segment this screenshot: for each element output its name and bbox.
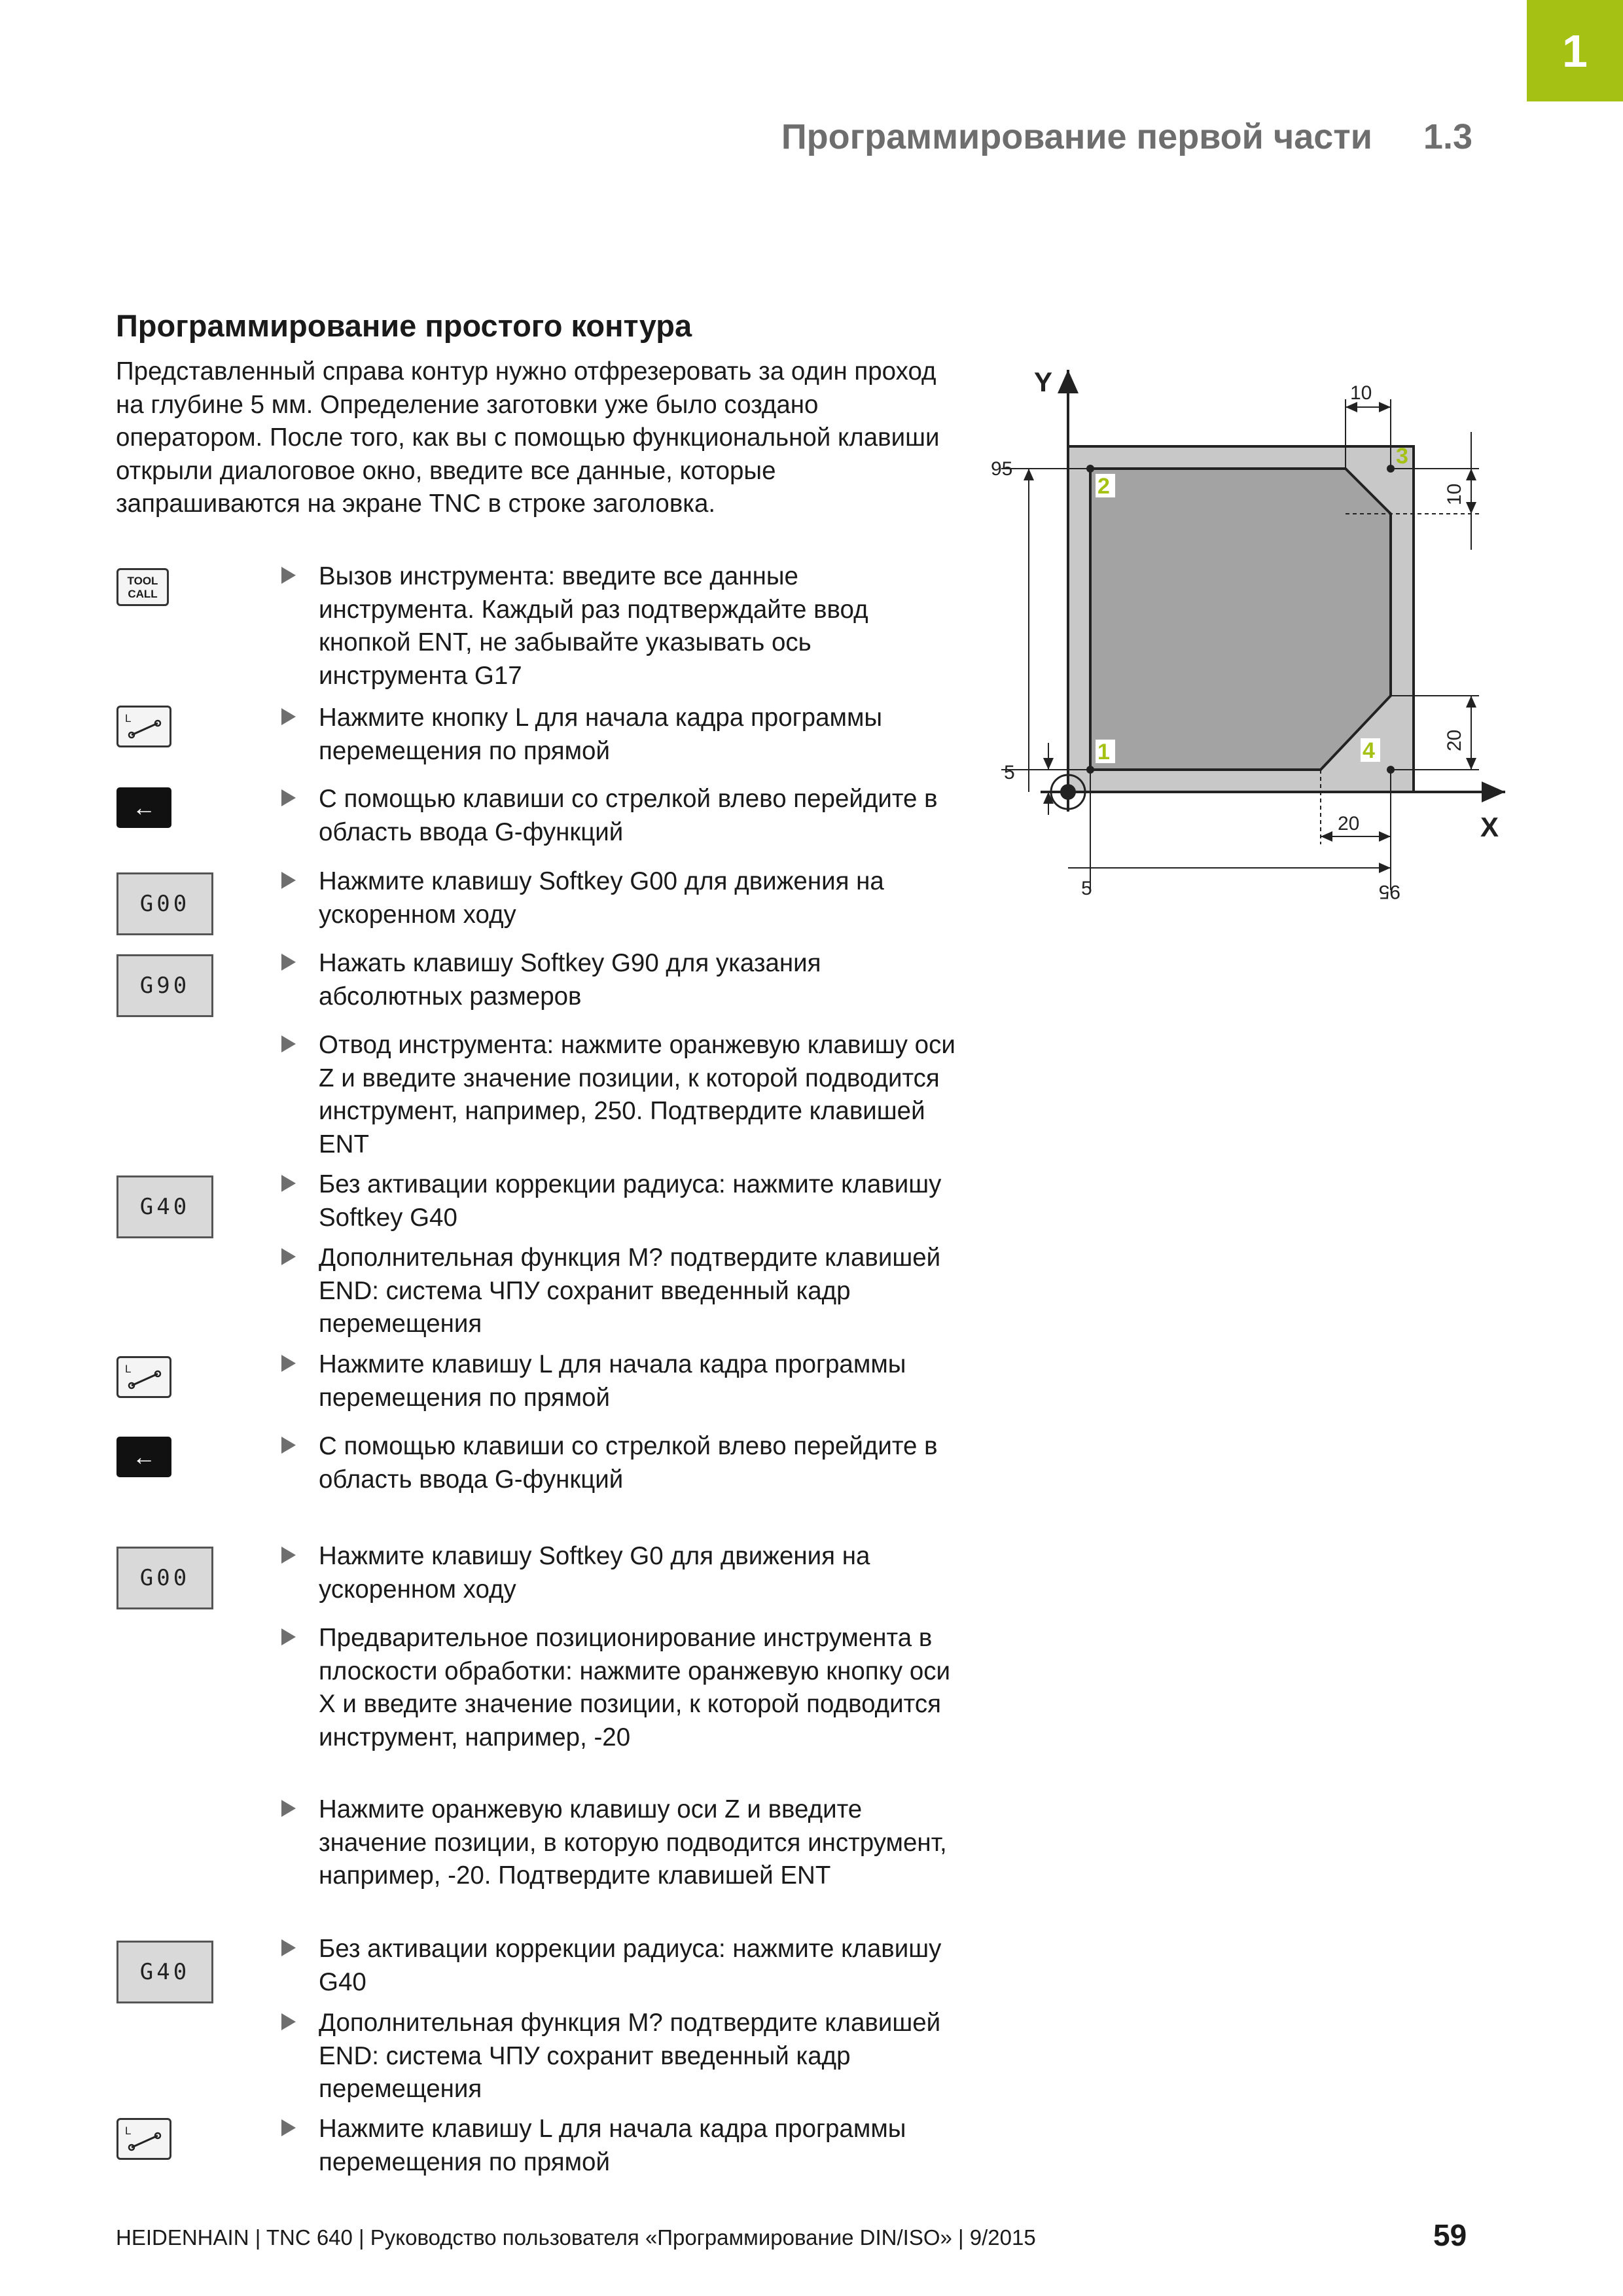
- dim-x-5: 5: [1081, 878, 1092, 899]
- dim-y-5: 5: [1004, 762, 1015, 783]
- bullet-arrow-icon: [281, 1628, 296, 1645]
- softkey-g40: G40: [116, 1175, 213, 1238]
- step-text: Нажмите оранжевую клавишу оси Z и введите значение позиции, в которую подводится инструмент, например, -20. Подтвердите клавишей ENT: [319, 1795, 947, 1890]
- bullet-arrow-icon: [281, 789, 296, 806]
- bullet-arrow-icon: [281, 1035, 296, 1052]
- softkey-g00: G00: [116, 872, 213, 935]
- bullet-arrow-icon: [281, 1437, 296, 1454]
- point-label-1: 1: [1097, 740, 1110, 764]
- bullet-arrow-icon: [281, 1248, 296, 1265]
- l-key-letter: L: [125, 2125, 132, 2137]
- bullet-arrow-icon: [281, 1800, 296, 1817]
- step-text: Нажмите клавишу Softkey G0 для движения на ускоренном ходу: [319, 1542, 870, 1604]
- step-text: Без активации коррекции радиуса: нажмите клавишу G40: [319, 1935, 942, 1996]
- l-line-key: [116, 706, 171, 747]
- running-head-title: Программирование первой части: [781, 117, 1372, 156]
- step-text: Дополнительная функция M? подтвердите клавишей END: система ЧПУ сохранит введенный кадр перемещения: [319, 2009, 941, 2103]
- l-line-key: [116, 2118, 171, 2160]
- softkey-g90: G90: [116, 954, 213, 1017]
- line-path-icon: [118, 708, 169, 745]
- arrow-left-icon: ←: [132, 794, 156, 821]
- point-label-3: 3: [1396, 444, 1408, 469]
- bullet-arrow-icon: [281, 954, 296, 971]
- l-key-letter: L: [125, 712, 132, 725]
- dim-bottom-chamfer-height: 20: [1444, 729, 1465, 751]
- point-label-4: 4: [1363, 738, 1375, 763]
- bullet-arrow-icon: [281, 708, 296, 725]
- point-label-2: 2: [1097, 474, 1110, 499]
- step-text: Нажмите кнопку L для начала кадра программы перемещения по прямой: [319, 704, 883, 765]
- bullet-arrow-icon: [281, 1547, 296, 1564]
- dim-top-chamfer-height: 10: [1444, 483, 1465, 505]
- step-text: Без активации коррекции радиуса: нажмите клавишу Softkey G40: [319, 1170, 942, 1232]
- x-axis-label: X: [1480, 812, 1499, 842]
- bullet-arrow-icon: [281, 1939, 296, 1956]
- dim-bottom-chamfer-width: 20: [1338, 813, 1360, 834]
- bullet-arrow-icon: [281, 872, 296, 889]
- step-text: Нажмите клавишу L для начала кадра программы перемещения по прямой: [319, 1350, 906, 1412]
- bullet-arrow-icon: [281, 2119, 296, 2136]
- step-text: Дополнительная функция M? подтвердите клавишей END: система ЧПУ сохранит введенный кадр перемещения: [319, 1244, 941, 1338]
- arrow-left-icon: ←: [132, 1443, 156, 1470]
- step-text: Предварительное позиционирование инструмента в плоскости обработки: нажмите оранжевую кнопку оси X и введите значение позиции, к которой подводится инструмент, например, -20: [319, 1624, 951, 1751]
- tool-call-key-line1: TOOL: [127, 575, 158, 587]
- l-key-letter: L: [125, 1363, 132, 1375]
- step-text: Отвод инструмента: нажмите оранжевую клавишу оси Z и введите значение позиции, к которой подводится инструмент, например, 250. Подтвердите клавишей ENT: [319, 1031, 955, 1158]
- running-head: [654, 117, 1472, 157]
- bullet-arrow-icon: [281, 1175, 296, 1192]
- dim-x-95: 95: [1378, 881, 1400, 903]
- dim-top-chamfer-width: 10: [1350, 382, 1372, 404]
- dim-y-95: 95: [991, 458, 1013, 480]
- bullet-arrow-icon: [281, 1355, 296, 1372]
- chapter-tab: 1: [1527, 0, 1623, 101]
- tool-call-key-line2: CALL: [128, 588, 158, 600]
- footer-text: HEIDENHAIN | TNC 640 | Руководство пользователя «Программирование DIN/ISO» | 9/2015: [116, 2225, 1036, 2250]
- line-path-icon: [118, 2120, 169, 2158]
- y-axis-label: Y: [1034, 367, 1053, 397]
- tool-call-key: [116, 568, 169, 606]
- section-title: Программирование простого контура: [116, 308, 692, 343]
- bullet-arrow-icon: [281, 2013, 296, 2030]
- intro-paragraph: Представленный справа контур нужно отфрезеровать за один проход на глубине 5 мм. Определение заготовки уже было создано оператором. После того, как вы с помощью функциональной клавиши открыли диалоговое окно, введите все данные, которые запрашиваются на экране TNC в строке заголовка.: [116, 357, 940, 518]
- step-text: Нажать клавишу Softkey G90 для указания абсолютных размеров: [319, 949, 821, 1011]
- arrow-left-key: [116, 1437, 171, 1477]
- page-number: 59: [1433, 2218, 1467, 2252]
- line-path-icon: [118, 1358, 169, 1396]
- softkey-g00: G00: [116, 1547, 213, 1609]
- step-text: Нажмите клавишу L для начала кадра программы перемещения по прямой: [319, 2115, 906, 2176]
- bullet-arrow-icon: [281, 567, 296, 584]
- step-text: С помощью клавиши со стрелкой влево перейдите в область ввода G-функций: [319, 785, 938, 846]
- step-text: Нажмите клавишу Softkey G00 для движения на ускоренном ходу: [319, 867, 884, 929]
- softkey-g40: G40: [116, 1941, 213, 2003]
- arrow-left-key: [116, 787, 171, 828]
- l-line-key: [116, 1356, 171, 1398]
- running-head-number: 1.3: [1423, 117, 1472, 156]
- step-text: С помощью клавиши со стрелкой влево перейдите в область ввода G-функций: [319, 1432, 938, 1494]
- contour-drawing: [975, 353, 1531, 916]
- step-text: Вызов инструмента: введите все данные инструмента. Каждый раз подтверждайте ввод кнопкой ENT, не забывайте указывать ось инструмента G17: [319, 562, 868, 690]
